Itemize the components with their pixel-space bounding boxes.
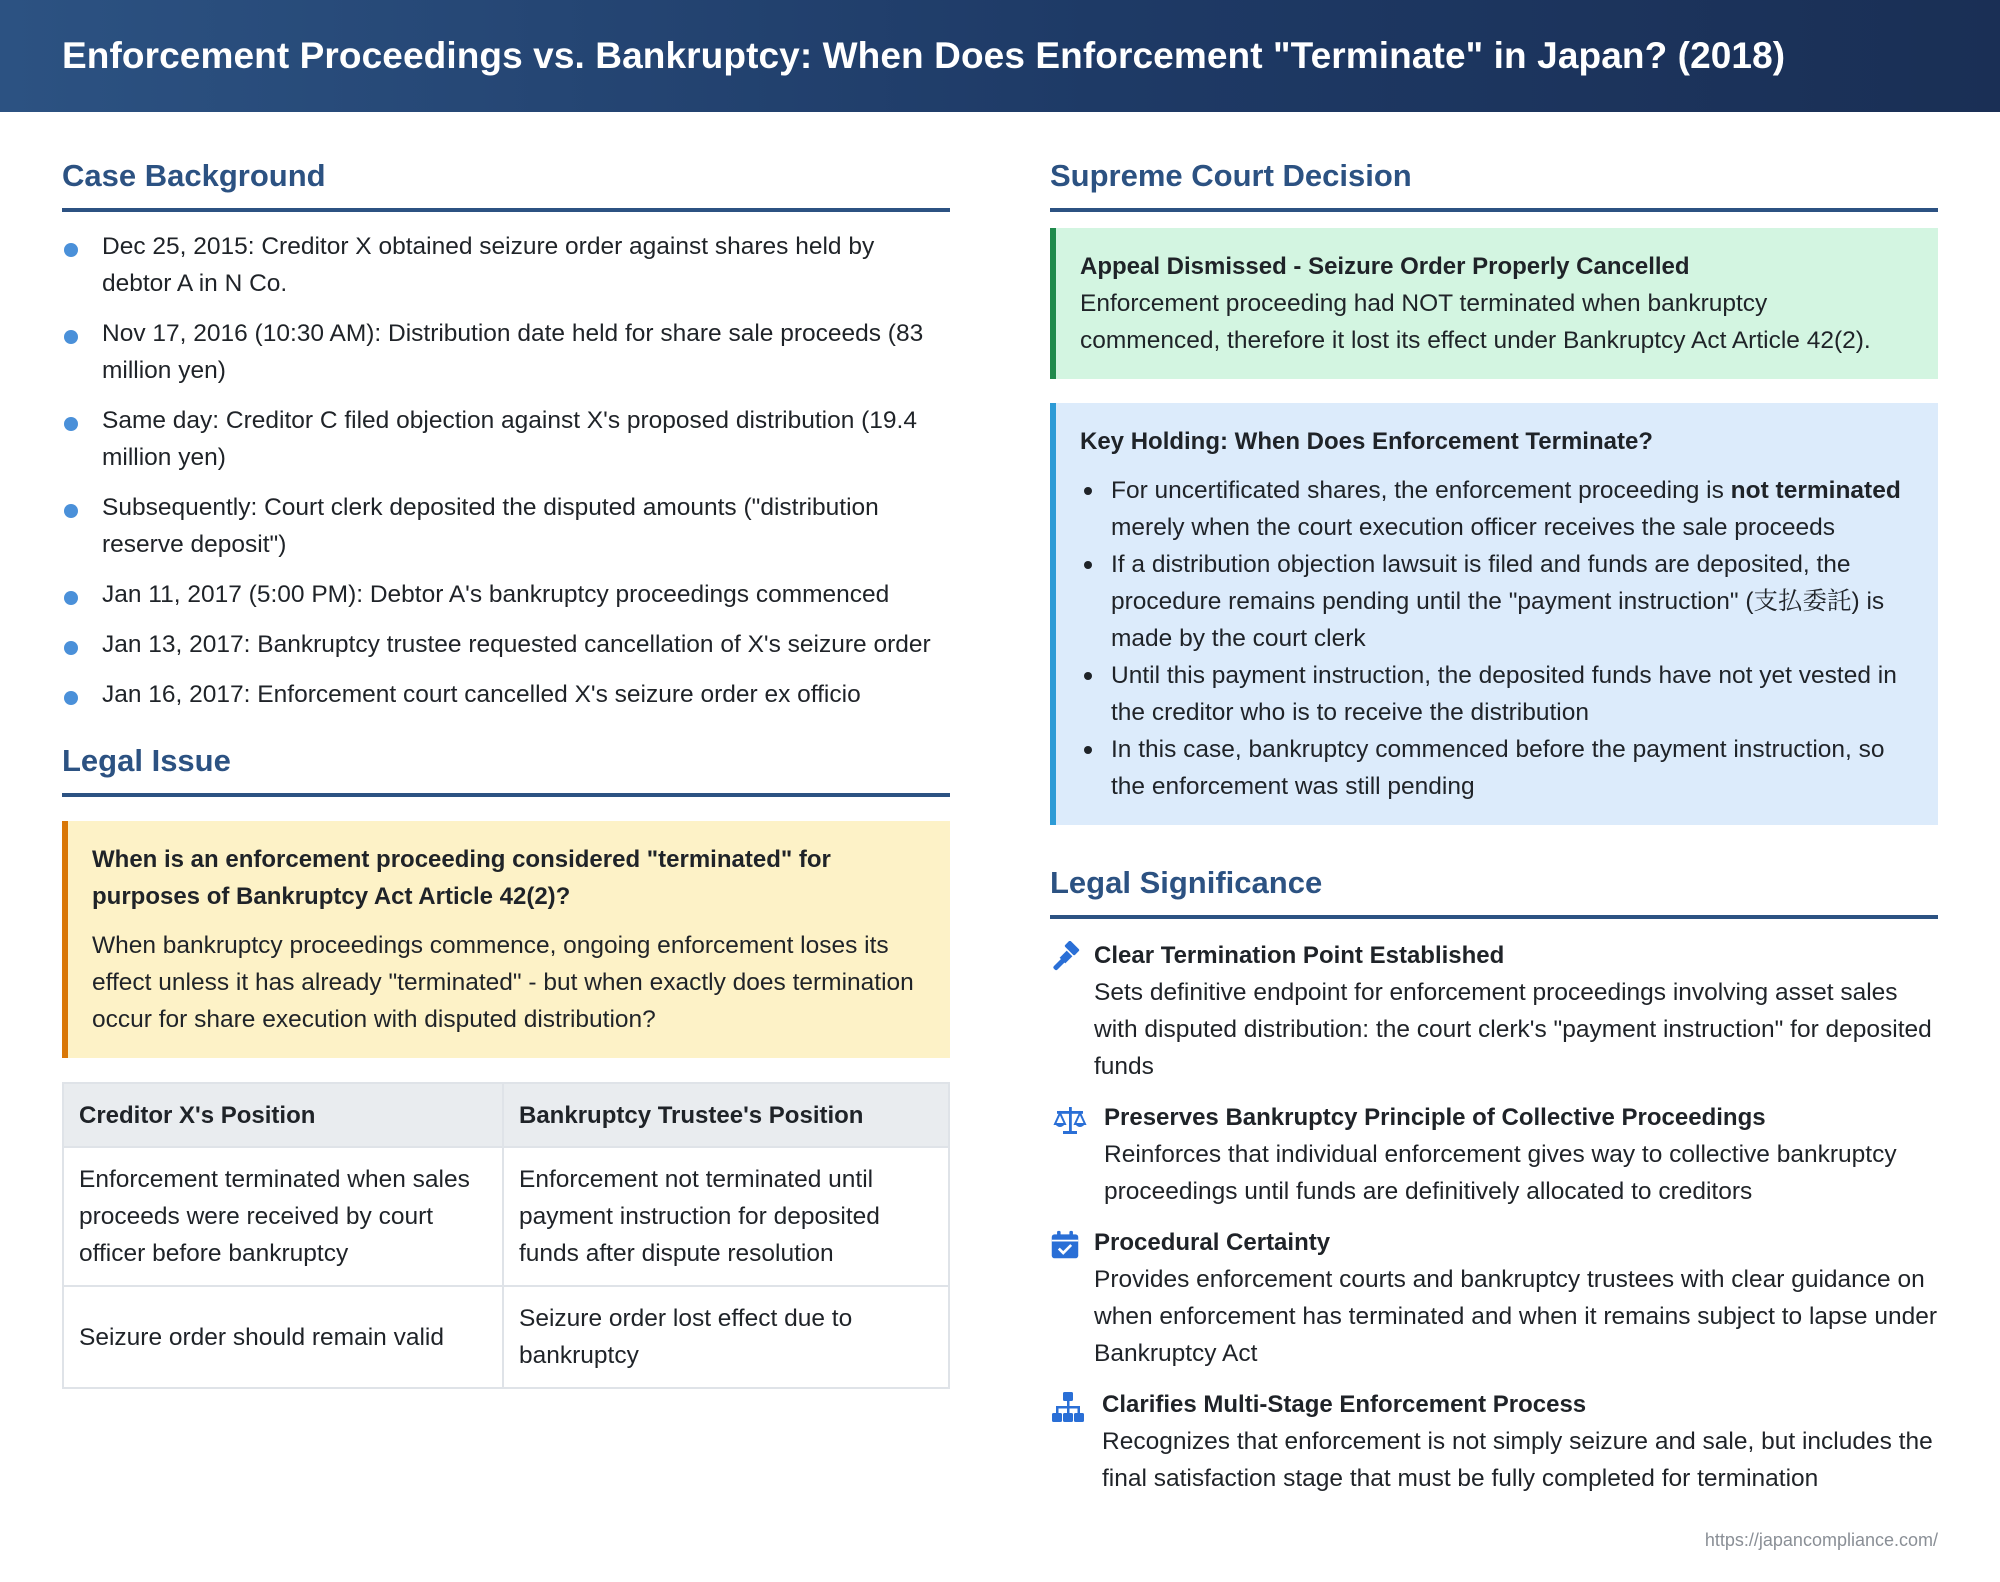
- bullet-dot-icon: [64, 504, 78, 518]
- list-item: If a distribution objection lawsuit is filed and funds are deposited, the procedure remains pending until the "payment instruction" (支払委託) is made by the court clerk: [1080, 546, 1914, 657]
- calendar-check-icon: [1050, 1228, 1080, 1262]
- list-item: [1050, 1224, 1938, 1372]
- table-header-row: [63, 1083, 949, 1147]
- significance-title: Clear Termination Point Established: [1094, 942, 1505, 969]
- page-title: Enforcement Proceedings vs. Bankruptcy: When Does Enforcement "Terminate" in Japan? (2018): [62, 35, 1786, 76]
- significance-text: Reinforces that individual enforcement gives way to collective bankruptcy proceedings until funds are definitively allocated to creditors: [1104, 1141, 1897, 1205]
- table-row: [63, 1286, 949, 1388]
- decision-box: [1050, 228, 1938, 379]
- trustee-position-header: Bankruptcy Trustee's Position: [503, 1083, 949, 1147]
- bullet-dot-icon: [64, 591, 78, 605]
- case-background-list: [62, 228, 950, 713]
- gavel-icon: [1050, 941, 1084, 975]
- bullet-dot-icon: [64, 417, 78, 431]
- table-cell: Enforcement not terminated until payment instruction for deposited funds after dispute resolution: [503, 1147, 949, 1286]
- table-cell: Seizure order should remain valid: [63, 1286, 503, 1388]
- list-item: Dec 25, 2015: Creditor X obtained seizure order against shares held by debtor A in N Co.: [62, 228, 950, 302]
- bullet-dot-icon: [64, 243, 78, 257]
- list-item: Jan 13, 2017: Bankruptcy trustee requested cancellation of X's seizure order: [62, 626, 950, 663]
- list-item: [1050, 1099, 1938, 1210]
- right-column: [1050, 158, 1938, 1511]
- legal-significance-list: [1050, 937, 1938, 1497]
- significance-title: Preserves Bankruptcy Principle of Collective Proceedings: [1104, 1104, 1766, 1131]
- bullet-dot-icon: [64, 330, 78, 344]
- significance-text: Sets definitive endpoint for enforcement proceedings involving asset sales with disputed distribution: the court clerk's "payment instruction" for deposited funds: [1094, 979, 1932, 1080]
- decision-box-text: Enforcement proceeding had NOT terminated when bankruptcy commenced, therefore it lost its effect under Bankruptcy Act Article 42(2).: [1080, 290, 1871, 354]
- legal-significance-title: Legal Significance: [1050, 865, 1938, 919]
- significance-text: Provides enforcement courts and bankruptcy trustees with clear guidance on when enforcement has terminated and when it remains subject to lapse under Bankruptcy Act: [1094, 1266, 1938, 1367]
- list-item: [1050, 937, 1938, 1085]
- key-holding-box: [1050, 403, 1938, 825]
- footer-url: https://japancompliance.com/: [1704, 1530, 1938, 1550]
- table-cell: Enforcement terminated when sales proceeds were received by court officer before bankruptcy: [63, 1147, 503, 1286]
- list-item: In this case, bankruptcy commenced before the payment instruction, so the enforcement was still pending: [1080, 731, 1914, 805]
- bullet-icon: [1084, 561, 1092, 569]
- scale-icon: [1050, 1103, 1090, 1137]
- significance-text: Recognizes that enforcement is not simply seizure and sale, but includes the final satisfaction stage that must be fully completed for termination: [1102, 1428, 1933, 1492]
- legal-issue-text: When bankruptcy proceedings commence, ongoing enforcement loses its effect unless it has already "terminated" - but when exactly does termination occur for share execution with disputed distribution?: [92, 932, 914, 1033]
- list-item: For uncertificated shares, the enforcement proceeding is not terminated merely when the court execution officer receives the sale proceeds: [1080, 472, 1914, 546]
- left-column: [62, 158, 950, 1389]
- page-header: [0, 0, 2000, 112]
- decision-box-title: Appeal Dismissed - Seizure Order Properly Cancelled: [1080, 253, 1690, 280]
- bullet-dot-icon: [64, 641, 78, 655]
- key-holding-title: Key Holding: When Does Enforcement Terminate?: [1080, 428, 1653, 455]
- legal-issue-title: Legal Issue: [62, 743, 950, 797]
- case-background-title: Case Background: [62, 158, 950, 212]
- significance-title: Clarifies Multi-Stage Enforcement Process: [1102, 1391, 1587, 1418]
- list-item: Until this payment instruction, the deposited funds have not yet vested in the creditor who is to receive the distribution: [1080, 657, 1914, 731]
- positions-table: [62, 1082, 950, 1389]
- legal-issue-box: [62, 821, 950, 1058]
- key-holding-list: [1080, 472, 1914, 805]
- sitemap-icon: [1050, 1390, 1086, 1424]
- legal-issue-question: When is an enforcement proceeding considered "terminated" for purposes of Bankruptcy Act Article 42(2)?: [92, 846, 831, 910]
- bullet-icon: [1084, 746, 1092, 754]
- list-item: Subsequently: Court clerk deposited the disputed amounts ("distribution reserve deposit"): [62, 489, 950, 563]
- bullet-icon: [1084, 487, 1092, 495]
- supreme-court-decision-title: Supreme Court Decision: [1050, 158, 1938, 212]
- list-item: Same day: Creditor C filed objection against X's proposed distribution (19.4 million yen): [62, 402, 950, 476]
- bullet-icon: [1084, 672, 1092, 680]
- table-cell: Seizure order lost effect due to bankruptcy: [503, 1286, 949, 1388]
- creditor-position-header: Creditor X's Position: [63, 1083, 503, 1147]
- list-item: Jan 16, 2017: Enforcement court cancelled X's seizure order ex officio: [62, 676, 950, 713]
- significance-title: Procedural Certainty: [1094, 1229, 1331, 1256]
- bullet-dot-icon: [64, 691, 78, 705]
- list-item: Jan 11, 2017 (5:00 PM): Debtor A's bankruptcy proceedings commenced: [62, 576, 950, 613]
- table-row: [63, 1147, 949, 1286]
- list-item: [1050, 1386, 1938, 1497]
- list-item: Nov 17, 2016 (10:30 AM): Distribution date held for share sale proceeds (83 million yen): [62, 315, 950, 389]
